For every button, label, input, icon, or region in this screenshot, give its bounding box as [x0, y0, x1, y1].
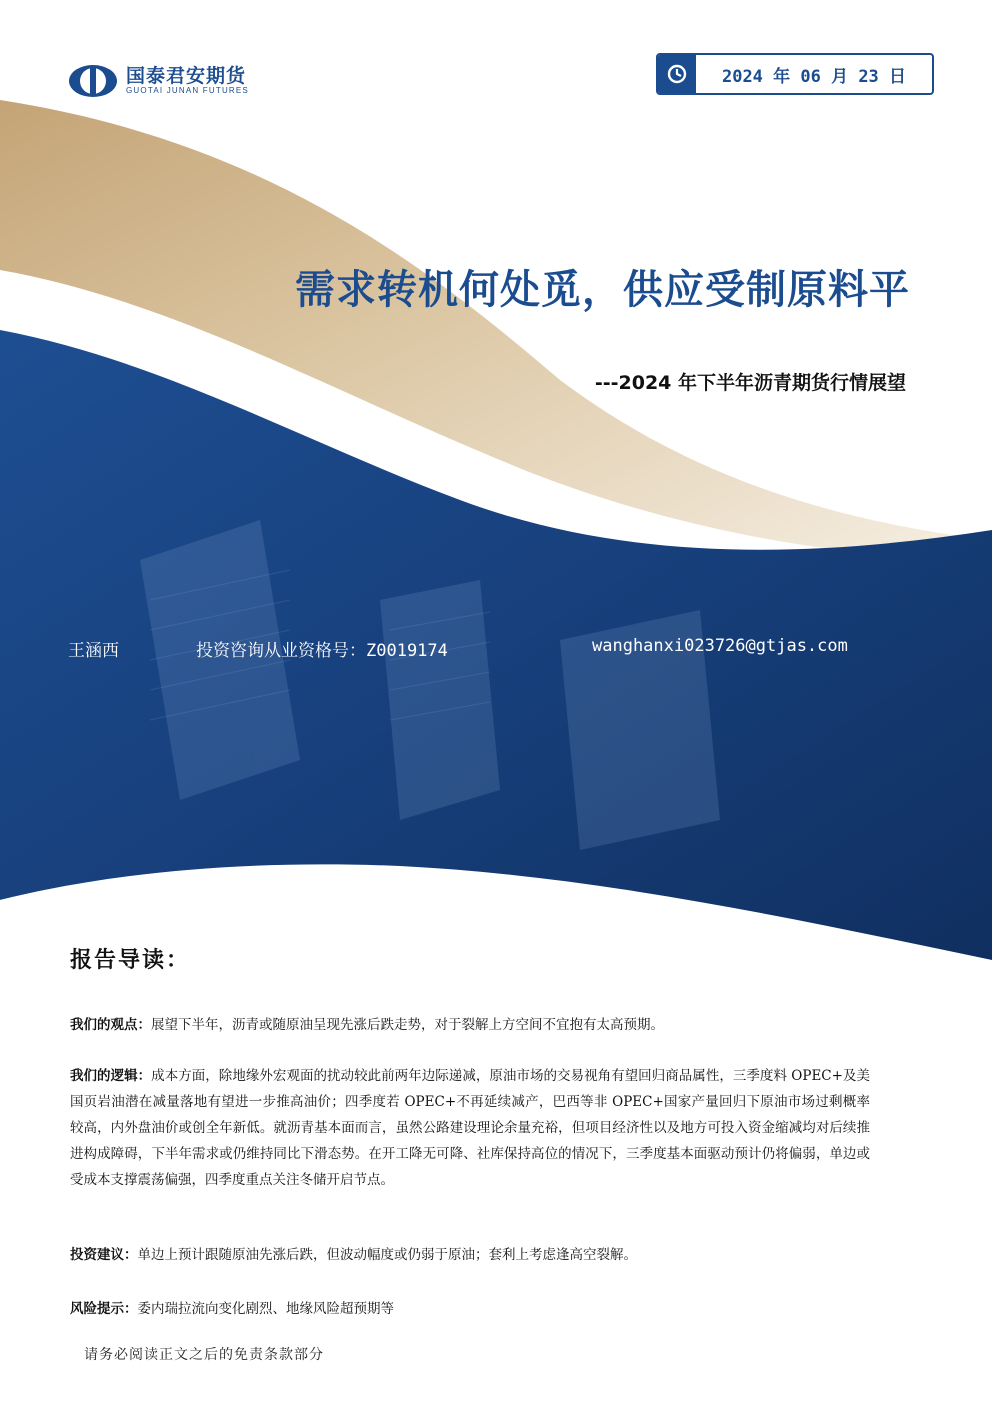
guide-item-text: 成本方面，除地缘外宏观面的扰动较此前两年边际递减，原油市场的交易视角有望回归商品属性，三季度料 OPEC+及美国页岩油潜在减量落地有望进一步推高油价；四季度若 OPEC+不再延续减产，巴西等非 OPEC+国家产量回归下原油市场过剩概率较高，内外盘油价或创全年新低。就沥青基本面而言，虽然公路建设理论余量充裕，但项目经济性以及地方可投入资金缩减均对后续推进构成障碍，下半年需求或仍维持同比下滑态势。在开工降无可降、社库保持高位的情况下，三季度基本面驱动预计仍将偏弱，单边或受成本支撑震荡偏强，四季度重点关注冬储开启节点。	[70, 1068, 871, 1188]
guide-item-logic	[70, 1063, 870, 1193]
guide-item-label: 投资建议：	[70, 1247, 138, 1263]
report-title: 需求转机何处觅，供应受制原料平	[295, 267, 910, 313]
logo-text-cn: 国泰君安期货	[126, 65, 247, 87]
logo-mark-icon	[68, 64, 118, 98]
author-name: 王涵西	[68, 641, 119, 661]
author-certificate: 投资咨询从业资格号：Z0019174	[196, 641, 448, 661]
report-date: 2024 年 06 月 23 日	[721, 66, 907, 87]
guide-item-label: 我们的观点：	[70, 1017, 151, 1033]
clock-icon	[658, 55, 696, 93]
guide-item-view	[70, 1012, 870, 1038]
guide-heading: 报告导读：	[70, 947, 191, 973]
guide-item-advice	[70, 1242, 870, 1268]
disclaimer-note: 请务必阅读正文之后的免责条款部分	[84, 1347, 324, 1363]
guide-item-text: 展望下半年，沥青或随原油呈现先涨后跌走势，对于裂解上方空间不宜抱有太高预期。	[151, 1017, 664, 1033]
guide-item-text: 委内瑞拉流向变化剧烈、地缘风险超预期等	[137, 1301, 394, 1317]
guide-item-text: 单边上预计跟随原油先涨后跌，但波动幅度或仍弱于原油；套利上考虑逢高空裂解。	[137, 1247, 637, 1263]
report-subtitle: ---2024 年下半年沥青期货行情展望	[594, 372, 906, 394]
report-date-box	[656, 53, 934, 95]
guide-item-label: 我们的逻辑：	[70, 1068, 152, 1084]
guide-item-label: 风险提示：	[70, 1301, 138, 1317]
guide-item-risk	[70, 1296, 870, 1322]
company-logo	[68, 64, 249, 98]
author-email[interactable]: wanghanxi023726@gtjas.com	[592, 636, 848, 656]
logo-text-en: GUOTAI JUNAN FUTURES	[126, 86, 249, 95]
